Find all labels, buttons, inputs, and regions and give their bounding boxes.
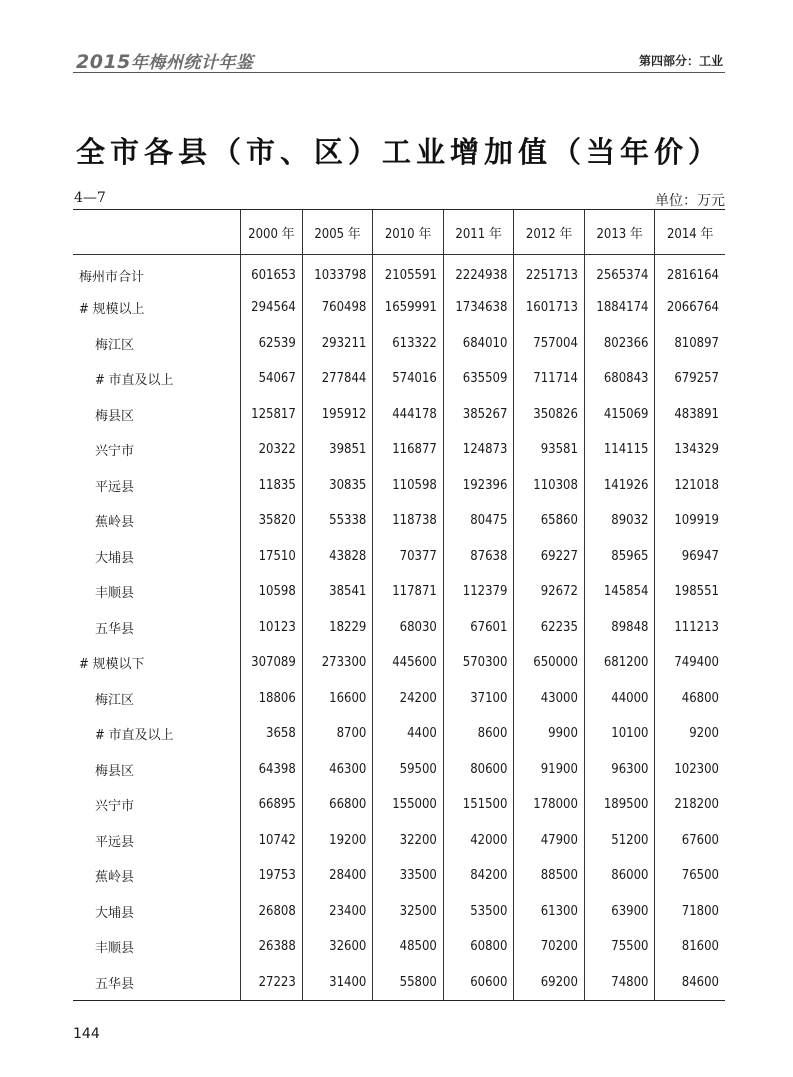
column-header-year: 2013 年 xyxy=(584,210,655,255)
table-cell: 96947 xyxy=(655,539,725,575)
table-cell: 39851 xyxy=(302,432,373,468)
table-cell: 684010 xyxy=(443,326,514,362)
table-cell: 66895 xyxy=(241,787,303,823)
table-cell: 8700 xyxy=(302,716,373,752)
table-cell: 68030 xyxy=(373,610,444,646)
table-row xyxy=(73,361,725,397)
table-row xyxy=(73,468,725,504)
row-label: # 规模以上 xyxy=(79,302,145,318)
unit-label: 单位：万元 xyxy=(655,193,725,209)
table-cell: 74800 xyxy=(584,965,655,1001)
table-row xyxy=(73,610,725,646)
table-cell: 18229 xyxy=(302,610,373,646)
table-cell: 51200 xyxy=(584,823,655,859)
table-cell: 125817 xyxy=(241,397,303,433)
table-cell: 601653 xyxy=(241,255,303,291)
table-cell: 16600 xyxy=(302,681,373,717)
table-cell: 64398 xyxy=(241,752,303,788)
column-header-year: 2000 年 xyxy=(241,210,303,255)
table-cell: 69200 xyxy=(514,965,585,1001)
table-cell: 10100 xyxy=(584,716,655,752)
table-cell: 33500 xyxy=(373,858,444,894)
table-row xyxy=(73,539,725,575)
table-cell: 570300 xyxy=(443,645,514,681)
table-cell: 802366 xyxy=(584,326,655,362)
table-cell: 59500 xyxy=(373,752,444,788)
section-name: 第四部分：工业 xyxy=(638,54,723,68)
table-cell: 93581 xyxy=(514,432,585,468)
table-cell: 60800 xyxy=(443,929,514,965)
table-cell: 574016 xyxy=(373,361,444,397)
table-cell: 70377 xyxy=(373,539,444,575)
table-cell: 1033798 xyxy=(302,255,373,291)
table-cell: 35820 xyxy=(241,503,303,539)
table-cell: 10742 xyxy=(241,823,303,859)
table-row xyxy=(73,894,725,930)
column-header-year: 2010 年 xyxy=(373,210,444,255)
table-header-row xyxy=(73,210,725,255)
row-label: 丰顺县 xyxy=(95,586,135,602)
yearbook-name: 年梅州统计年鉴 xyxy=(130,53,254,73)
table-cell: 385267 xyxy=(443,397,514,433)
table-row xyxy=(73,255,725,291)
column-header-year: 2005 年 xyxy=(302,210,373,255)
table-cell: 48500 xyxy=(373,929,444,965)
table-cell: 71800 xyxy=(655,894,725,930)
table-cell: 60600 xyxy=(443,965,514,1001)
table-cell: 32500 xyxy=(373,894,444,930)
table-cell: 17510 xyxy=(241,539,303,575)
row-label: # 市直及以上 xyxy=(95,728,174,744)
table-cell: 76500 xyxy=(655,858,725,894)
table-cell: 81600 xyxy=(655,929,725,965)
table-cell: 121018 xyxy=(655,468,725,504)
table-cell: 760498 xyxy=(302,290,373,326)
row-label: 梅县区 xyxy=(95,763,135,779)
table-cell: 2816164 xyxy=(655,255,725,291)
table-cell: 66800 xyxy=(302,787,373,823)
page-number: 144 xyxy=(73,1026,100,1042)
table-cell: 116877 xyxy=(373,432,444,468)
table-cell: 63900 xyxy=(584,894,655,930)
table-cell: 87638 xyxy=(443,539,514,575)
table-row xyxy=(73,929,725,965)
table-cell: 92672 xyxy=(514,574,585,610)
table-cell: 32200 xyxy=(373,823,444,859)
yearbook-year: 2015 xyxy=(76,51,131,73)
table-cell: 114115 xyxy=(584,432,655,468)
yearbook-title xyxy=(76,48,253,73)
table-cell: 80600 xyxy=(443,752,514,788)
table-cell: 10598 xyxy=(241,574,303,610)
table-cell: 483891 xyxy=(655,397,725,433)
table-cell: 711714 xyxy=(514,361,585,397)
table-cell: 85965 xyxy=(584,539,655,575)
table-row xyxy=(73,681,725,717)
table-cell: 307089 xyxy=(241,645,303,681)
row-label: 平远县 xyxy=(95,479,135,495)
table-cell: 46300 xyxy=(302,752,373,788)
table-row xyxy=(73,574,725,610)
table-cell: 3658 xyxy=(241,716,303,752)
table-cell: 178000 xyxy=(514,787,585,823)
table-cell: 89032 xyxy=(584,503,655,539)
row-label: 梅江区 xyxy=(95,337,135,353)
table-cell: 134329 xyxy=(655,432,725,468)
table-cell: 277844 xyxy=(302,361,373,397)
table-cell: 2105591 xyxy=(373,255,444,291)
table-cell: 84600 xyxy=(655,965,725,1001)
table-cell: 118738 xyxy=(373,503,444,539)
table-cell: 86000 xyxy=(584,858,655,894)
row-label: 丰顺县 xyxy=(95,941,135,957)
table-cell: 189500 xyxy=(584,787,655,823)
table-cell: 1601713 xyxy=(514,290,585,326)
table-cell: 20322 xyxy=(241,432,303,468)
table-cell: 19200 xyxy=(302,823,373,859)
table-cell: 26808 xyxy=(241,894,303,930)
table-cell: 44000 xyxy=(584,681,655,717)
table-cell: 42000 xyxy=(443,823,514,859)
running-header xyxy=(73,46,725,73)
table-cell: 102300 xyxy=(655,752,725,788)
table-cell: 55338 xyxy=(302,503,373,539)
row-label: 梅县区 xyxy=(95,408,135,424)
table-cell: 681200 xyxy=(584,645,655,681)
table-cell: 55800 xyxy=(373,965,444,1001)
table-cell: 23400 xyxy=(302,894,373,930)
table-cell: 65860 xyxy=(514,503,585,539)
table-cell: 67601 xyxy=(443,610,514,646)
table-number: 4—7 xyxy=(74,190,106,206)
table-cell: 75500 xyxy=(584,929,655,965)
table-cell: 192396 xyxy=(443,468,514,504)
table-cell: 141926 xyxy=(584,468,655,504)
row-label: 蕉岭县 xyxy=(95,870,135,886)
table-row xyxy=(73,290,725,326)
table-cell: 112379 xyxy=(443,574,514,610)
table-row xyxy=(73,716,725,752)
table-cell: 54067 xyxy=(241,361,303,397)
table-cell: 96300 xyxy=(584,752,655,788)
table-cell: 294564 xyxy=(241,290,303,326)
table-cell: 88500 xyxy=(514,858,585,894)
table-cell: 749400 xyxy=(655,645,725,681)
table-cell: 195912 xyxy=(302,397,373,433)
table-cell: 31400 xyxy=(302,965,373,1001)
row-label: 平远县 xyxy=(95,834,135,850)
table-cell: 145854 xyxy=(584,574,655,610)
table-cell: 11835 xyxy=(241,468,303,504)
table-row xyxy=(73,965,725,1001)
row-label: 兴宁市 xyxy=(95,444,135,460)
table-cell: 2066764 xyxy=(655,290,725,326)
table-cell: 28400 xyxy=(302,858,373,894)
table-cell: 43828 xyxy=(302,539,373,575)
table-cell: 19753 xyxy=(241,858,303,894)
table-cell: 9900 xyxy=(514,716,585,752)
row-label: 五华县 xyxy=(73,965,241,1001)
table-cell: 2565374 xyxy=(584,255,655,291)
column-header-year: 2011 年 xyxy=(443,210,514,255)
table-row xyxy=(73,858,725,894)
table-cell: 61300 xyxy=(514,894,585,930)
table-cell: 117871 xyxy=(373,574,444,610)
table-cell: 4400 xyxy=(373,716,444,752)
table-cell: 273300 xyxy=(302,645,373,681)
row-label: # 市直及以上 xyxy=(95,373,174,389)
table-cell: 84200 xyxy=(443,858,514,894)
table-cell: 218200 xyxy=(655,787,725,823)
table-cell: 635509 xyxy=(443,361,514,397)
table-cell: 9200 xyxy=(655,716,725,752)
table-cell: 613322 xyxy=(373,326,444,362)
table-cell: 110598 xyxy=(373,468,444,504)
table-cell: 26388 xyxy=(241,929,303,965)
table-cell: 43000 xyxy=(514,681,585,717)
table-cell: 444178 xyxy=(373,397,444,433)
table-cell: 8600 xyxy=(443,716,514,752)
table-cell: 198551 xyxy=(655,574,725,610)
table-row xyxy=(73,823,725,859)
table-cell: 32600 xyxy=(302,929,373,965)
table-cell: 109919 xyxy=(655,503,725,539)
table-cell: 27223 xyxy=(241,965,303,1001)
table-row xyxy=(73,397,725,433)
table-row xyxy=(73,326,725,362)
row-label: 大埔县 xyxy=(95,550,135,566)
table-cell: 70200 xyxy=(514,929,585,965)
table-cell: 38541 xyxy=(302,574,373,610)
table-cell: 757004 xyxy=(514,326,585,362)
table-cell: 37100 xyxy=(443,681,514,717)
table-cell: 46800 xyxy=(655,681,725,717)
table-row xyxy=(73,645,725,681)
table-cell: 111213 xyxy=(655,610,725,646)
table-cell: 110308 xyxy=(514,468,585,504)
table-cell: 1734638 xyxy=(443,290,514,326)
table-cell: 415069 xyxy=(584,397,655,433)
table-cell: 67600 xyxy=(655,823,725,859)
table-cell: 91900 xyxy=(514,752,585,788)
table-cell: 53500 xyxy=(443,894,514,930)
table-body xyxy=(73,255,725,1001)
table-cell: 80475 xyxy=(443,503,514,539)
table-cell: 1884174 xyxy=(584,290,655,326)
table-cell: 18806 xyxy=(241,681,303,717)
column-header-year: 2012 年 xyxy=(514,210,585,255)
table-cell: 2251713 xyxy=(514,255,585,291)
table-cell: 10123 xyxy=(241,610,303,646)
row-label: 兴宁市 xyxy=(95,799,135,815)
row-label: 蕉岭县 xyxy=(95,515,135,531)
table-cell: 69227 xyxy=(514,539,585,575)
table-cell: 124873 xyxy=(443,432,514,468)
row-label: # 规模以下 xyxy=(79,657,145,673)
table-cell: 30835 xyxy=(302,468,373,504)
table-cell: 62539 xyxy=(241,326,303,362)
table-row xyxy=(73,787,725,823)
table-cell: 89848 xyxy=(584,610,655,646)
row-label: 大埔县 xyxy=(95,905,135,921)
table-cell: 679257 xyxy=(655,361,725,397)
table-cell: 151500 xyxy=(443,787,514,823)
table-title: 全市各县（市、区）工业增加值（当年价） xyxy=(75,135,722,169)
row-label: 五华县 xyxy=(95,621,135,637)
table-cell: 350826 xyxy=(514,397,585,433)
table-cell: 24200 xyxy=(373,681,444,717)
table-row xyxy=(73,432,725,468)
table-cell: 650000 xyxy=(514,645,585,681)
table-cell: 47900 xyxy=(514,823,585,859)
table-row xyxy=(73,752,725,788)
table-cell: 293211 xyxy=(302,326,373,362)
column-header-year: 2014 年 xyxy=(655,210,725,255)
table-cell: 155000 xyxy=(373,787,444,823)
table-cell: 2224938 xyxy=(443,255,514,291)
table-cell: 62235 xyxy=(514,610,585,646)
table-cell: 445600 xyxy=(373,645,444,681)
row-label: 梅江区 xyxy=(95,692,135,708)
table-cell: 680843 xyxy=(584,361,655,397)
column-header-region xyxy=(73,210,241,255)
statistics-table xyxy=(73,209,725,1001)
table-cell: 810897 xyxy=(655,326,725,362)
table-row xyxy=(73,503,725,539)
row-label: 梅州市合计 xyxy=(79,269,145,285)
table-cell: 1659991 xyxy=(373,290,444,326)
